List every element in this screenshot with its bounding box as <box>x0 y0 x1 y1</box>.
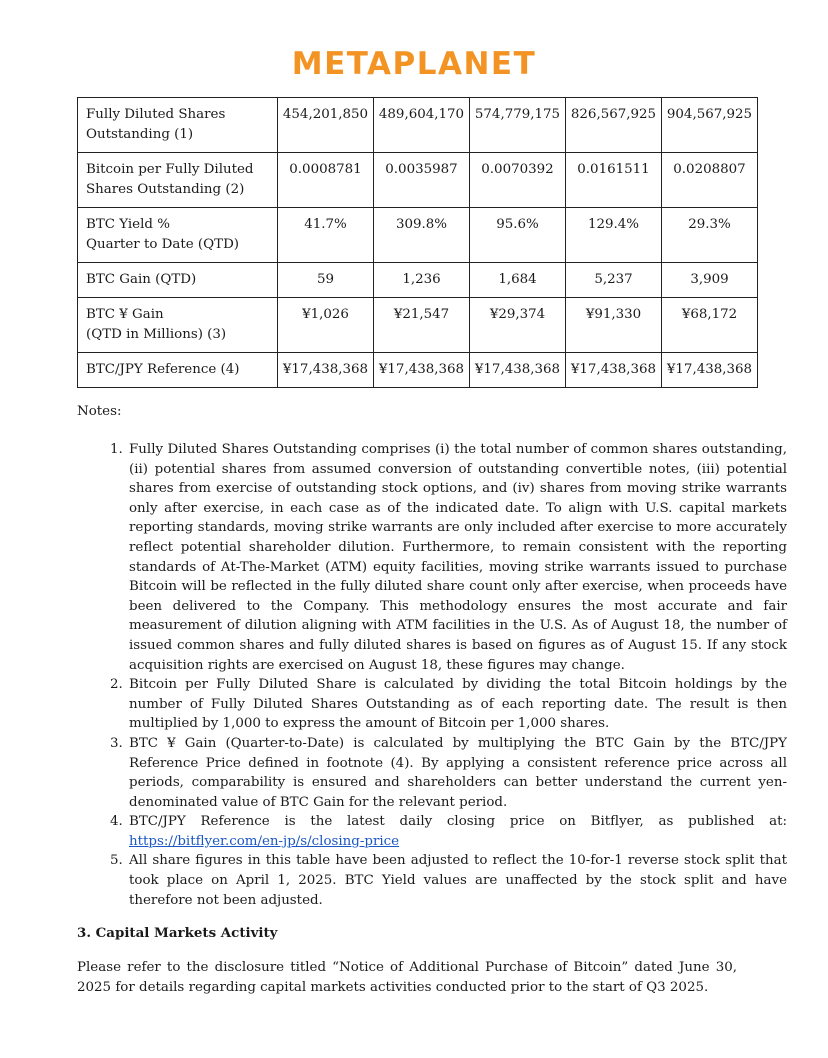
row-label <box>78 208 278 263</box>
row-label <box>78 298 278 353</box>
table-cell: ¥1,026 <box>278 298 374 353</box>
table-cell: 29.3% <box>662 208 758 263</box>
table-cell: 1,684 <box>470 263 566 298</box>
section-body: Please refer to the disclosure titled “Notice of Additional Purchase of Bitcoin” dated June 30, 2025 for details regarding capital markets activities conducted prior to the start of Q3 2025. <box>77 960 737 995</box>
note-item <box>127 734 787 812</box>
bitflyer-closing-price-link[interactable]: https://bitflyer.com/en-jp/s/closing-price <box>129 833 400 849</box>
row-label-line: BTC Gain (QTD) <box>86 272 197 287</box>
table-cell: ¥21,547 <box>374 298 470 353</box>
notes-heading: Notes: <box>77 404 122 419</box>
row-label-line: BTC Yield % <box>86 217 170 232</box>
row-label <box>78 353 278 388</box>
table-cell: 904,567,925 <box>662 98 758 153</box>
table-cell: ¥17,438,368 <box>566 353 662 388</box>
table-cell: 454,201,850 <box>278 98 374 153</box>
table-cell: 3,909 <box>662 263 758 298</box>
row-label-line: Quarter to Date (QTD) <box>86 237 240 252</box>
table-row <box>78 153 758 208</box>
table-row <box>78 263 758 298</box>
note-text: Fully Diluted Shares Outstanding comprises (i) the total number of common shares outstanding, (ii) potential shares from assumed conversion of outstanding convertible notes, (iii) potential shares from exercise of outstanding stock options, and (iv) shares from moving strike warrants only after exercise, in each case as of the indicated date. To align with U.S. capital markets reporting standards, moving strike warrants are only included after exercise to more accurately reflect potential shareholder dilution. Furthermore, to remain consistent with the reporting standards of At-The-Market (ATM) equity facilities, moving strike warrants issued to purchase Bitcoin will be reflected in the fully diluted share count only after exercise, when proceeds have been delivered to the Company. This methodology ensures the most accurate and fair measurement of dilution aligning with ATM facilities in the U.S. As of August 18, the number of issued common shares and fully diluted shares is based on figures as of August 15. If any stock acquisition rights are exercised on August 18, these figures may change. <box>129 442 787 673</box>
table-cell: 129.4% <box>566 208 662 263</box>
table-cell: 41.7% <box>278 208 374 263</box>
row-label <box>78 263 278 298</box>
table-cell: ¥91,330 <box>566 298 662 353</box>
row-label <box>78 153 278 208</box>
note-item <box>127 812 787 851</box>
table-cell: ¥17,438,368 <box>278 353 374 388</box>
row-label-line: BTC/JPY Reference (4) <box>86 362 240 377</box>
table-cell: 0.0070392 <box>470 153 566 208</box>
company-logo: METAPLANET <box>291 46 537 82</box>
table-row <box>78 298 758 353</box>
table-cell: ¥68,172 <box>662 298 758 353</box>
notes-list <box>77 440 787 910</box>
table-cell: 59 <box>278 263 374 298</box>
row-label-line: (QTD in Millions) (3) <box>86 327 227 342</box>
table-cell: ¥29,374 <box>470 298 566 353</box>
row-label-line: Fully Diluted Shares <box>86 107 226 122</box>
note-item <box>127 675 787 734</box>
bitcoin-metrics-table <box>77 97 758 388</box>
row-label-line: Shares Outstanding (2) <box>86 182 245 197</box>
section-heading: 3. Capital Markets Activity <box>77 925 278 941</box>
note-item <box>127 440 787 675</box>
row-label <box>78 98 278 153</box>
table-cell: 0.0035987 <box>374 153 470 208</box>
table-cell: 1,236 <box>374 263 470 298</box>
table-cell: 0.0161511 <box>566 153 662 208</box>
table-cell: ¥17,438,368 <box>662 353 758 388</box>
note-text: BTC ¥ Gain (Quarter-to-Date) is calculated by multiplying the BTC Gain by the BTC/JPY Reference Price defined in footnote (4). By applying a consistent reference price across all periods, comparability is ensured and shareholders can better understand the current yen-denominated value of BTC Gain for the relevant period. <box>129 735 787 810</box>
row-label-line: Outstanding (1) <box>86 127 194 142</box>
table-row <box>78 208 758 263</box>
note-text: BTC/JPY Reference is the latest daily closing price on Bitflyer, as published at: <box>129 814 787 830</box>
note-item <box>127 851 787 910</box>
table-row <box>78 353 758 388</box>
note-text: Bitcoin per Fully Diluted Share is calculated by dividing the total Bitcoin holdings by the number of Fully Diluted Shares Outstanding as of each reporting date. The result is then multiplied by 1,000 to express the amount of Bitcoin per 1,000 shares. <box>129 677 787 732</box>
table-cell: 0.0208807 <box>662 153 758 208</box>
table-cell: 0.0008781 <box>278 153 374 208</box>
table-cell: 489,604,170 <box>374 98 470 153</box>
row-label-line: BTC ¥ Gain <box>86 307 164 322</box>
table-cell: 5,237 <box>566 263 662 298</box>
table-cell: 574,779,175 <box>470 98 566 153</box>
table-cell: 309.8% <box>374 208 470 263</box>
note-text: All share figures in this table have been adjusted to reflect the 10-for-1 reverse stock split that took place on April 1, 2025. BTC Yield values are unaffected by the stock split and have therefore not been adjusted. <box>129 853 787 908</box>
table-cell: 826,567,925 <box>566 98 662 153</box>
table-cell: 95.6% <box>470 208 566 263</box>
table-row <box>78 98 758 153</box>
row-label-line: Bitcoin per Fully Diluted <box>86 162 254 177</box>
table-cell: ¥17,438,368 <box>374 353 470 388</box>
table-cell: ¥17,438,368 <box>470 353 566 388</box>
